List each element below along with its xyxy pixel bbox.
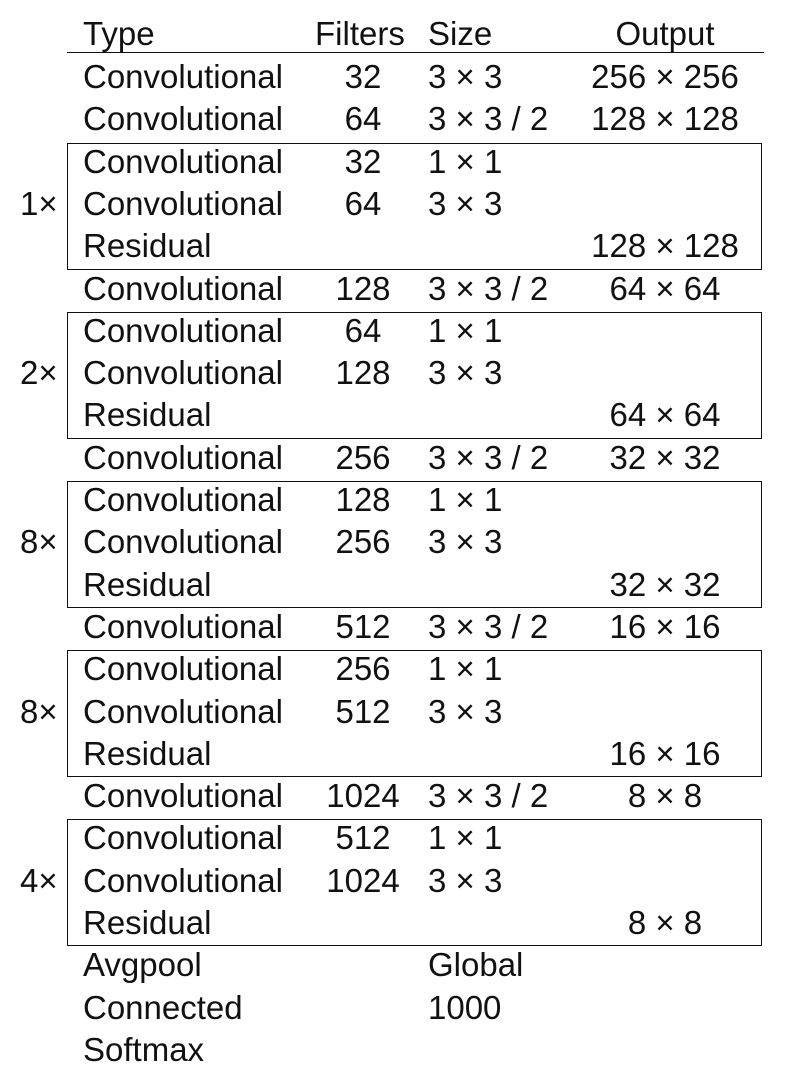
row-10-type: Convolutional	[83, 481, 283, 518]
row-5-output: 64 × 64	[609, 270, 721, 307]
residual-block-frame	[67, 312, 762, 439]
row-13-filters: 512	[335, 608, 391, 645]
row-11-type: Convolutional	[83, 523, 283, 560]
row-18-filters: 512	[335, 819, 391, 856]
row-15-size: 3 × 3	[428, 693, 503, 730]
row-17-size: 3 × 3 / 2	[428, 777, 549, 814]
row-8-output: 64 × 64	[609, 396, 721, 433]
row-21-filters	[299, 944, 427, 986]
row-1-type: Convolutional	[83, 100, 283, 137]
row-5-filters: 128	[335, 270, 391, 307]
row-1-size: 3 × 3 / 2	[428, 100, 549, 137]
row-23-filters	[299, 1029, 427, 1071]
block-repeat-label: 8×	[20, 693, 58, 730]
row-18-size: 1 × 1	[428, 819, 503, 856]
row-4-type: Residual	[83, 227, 212, 264]
row-11-filters: 256	[335, 523, 391, 560]
block-repeat-label: 4×	[20, 862, 58, 899]
row-7-type: Convolutional	[83, 354, 283, 391]
row-23-type: Softmax	[83, 1031, 205, 1068]
row-13-size: 3 × 3 / 2	[428, 608, 549, 645]
header-rule	[67, 52, 764, 53]
row-3-type: Convolutional	[83, 185, 283, 222]
row-17-filters: 1024	[326, 777, 400, 814]
row-17-type: Convolutional	[83, 777, 283, 814]
row-11-size: 3 × 3	[428, 523, 503, 560]
row-5-size: 3 × 3 / 2	[428, 270, 549, 307]
row-2-filters: 32	[344, 143, 382, 180]
row-22-size: 1000	[428, 989, 502, 1026]
row-0-filters: 32	[344, 58, 382, 95]
row-1-output: 128 × 128	[591, 100, 739, 137]
row-22-filters	[299, 987, 427, 1029]
row-20-output: 8 × 8	[627, 904, 703, 941]
row-9-filters: 256	[335, 439, 391, 476]
row-9-type: Convolutional	[83, 439, 283, 476]
row-12-output: 32 × 32	[609, 566, 721, 603]
row-10-size: 1 × 1	[428, 481, 503, 518]
row-0-type: Convolutional	[83, 58, 283, 95]
row-2-type: Convolutional	[83, 143, 283, 180]
row-21-output	[560, 944, 770, 986]
header-output: Output	[615, 15, 715, 52]
row-22-type: Connected	[83, 989, 243, 1026]
header-filters: Filters	[315, 15, 405, 52]
block-repeat-label: 8×	[20, 523, 58, 560]
row-6-filters: 64	[344, 312, 382, 349]
block-repeat-label: 2×	[20, 354, 58, 391]
row-0-size: 3 × 3	[428, 58, 503, 95]
residual-block-frame	[67, 650, 762, 777]
row-9-size: 3 × 3 / 2	[428, 439, 549, 476]
row-2-size: 1 × 1	[428, 143, 503, 180]
row-20-type: Residual	[83, 904, 212, 941]
row-4-output: 128 × 128	[591, 227, 739, 264]
row-0-output: 256 × 256	[591, 58, 739, 95]
row-19-type: Convolutional	[83, 862, 283, 899]
row-7-filters: 128	[335, 354, 391, 391]
row-13-type: Convolutional	[83, 608, 283, 645]
row-22-output	[560, 987, 770, 1029]
row-6-size: 1 × 1	[428, 312, 503, 349]
row-3-filters: 64	[344, 185, 382, 222]
row-10-filters: 128	[335, 481, 391, 518]
row-14-type: Convolutional	[83, 650, 283, 687]
residual-block-frame	[67, 481, 762, 608]
row-8-type: Residual	[83, 396, 212, 433]
row-23-output	[560, 1029, 770, 1071]
row-16-type: Residual	[83, 735, 212, 772]
row-19-size: 3 × 3	[428, 862, 503, 899]
row-15-filters: 512	[335, 693, 391, 730]
row-9-output: 32 × 32	[609, 439, 721, 476]
row-14-filters: 256	[335, 650, 391, 687]
row-17-output: 8 × 8	[627, 777, 703, 814]
row-14-size: 1 × 1	[428, 650, 503, 687]
row-12-type: Residual	[83, 566, 212, 603]
row-13-output: 16 × 16	[609, 608, 721, 645]
header-type: Type	[83, 15, 155, 52]
row-21-size: Global	[428, 946, 524, 983]
row-7-size: 3 × 3	[428, 354, 503, 391]
residual-block-frame	[67, 819, 762, 946]
row-16-output: 16 × 16	[609, 735, 721, 772]
row-1-filters: 64	[344, 100, 382, 137]
header-size: Size	[428, 15, 493, 52]
row-19-filters: 1024	[326, 862, 400, 899]
row-5-type: Convolutional	[83, 270, 283, 307]
row-21-type: Avgpool	[83, 946, 202, 983]
block-repeat-label: 1×	[20, 185, 58, 222]
row-18-type: Convolutional	[83, 819, 283, 856]
residual-block-frame	[67, 143, 762, 270]
row-15-type: Convolutional	[83, 693, 283, 730]
row-6-type: Convolutional	[83, 312, 283, 349]
row-3-size: 3 × 3	[428, 185, 503, 222]
